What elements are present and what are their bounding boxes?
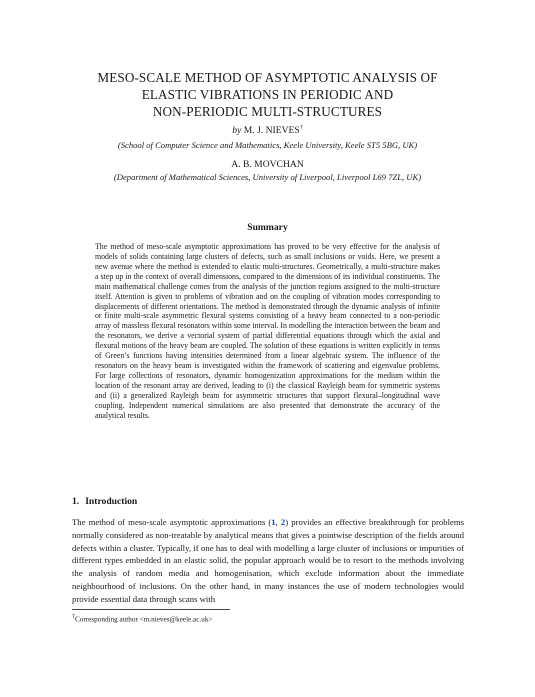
paper-title: [40, 69, 495, 120]
author-prefix: by: [232, 125, 242, 137]
author-mark: †: [299, 125, 303, 131]
footnote-mark: †: [72, 614, 75, 620]
abstract-text: The method of meso-scale asymptotic approximations has proved to be very effective for the analysis of models of solids containing large clusters of defects, such as small inclusions or voids. Here, we present a new avenue where the method is extended to elastic multi-structures. Geometrically, a multi-structure makes a step up in the context of overall dimensions, compared to the dimensions of its individual constituents. The main mathematical challenge comes from the analysis of the junction regions assigned to the multi-structure itself. Attention is given to problems of vibration and on the coupling of vibration modes corresponding to displacements of different orientations. The method is demonstrated through the dynamic analysis of infinite or finite multi-scale asymmetric flexural systems consisting of a heavy beam connected to a non-periodic array of massless flexural resonators within some interval. In modelling the interaction between the beam and the resonators, we derive a vectorial system of partial differential equations through which the axial and flexural motions of the heavy beam are coupled. The solution of these equations is written explicitly in terms of Green’s functions having intensities determined from a linear algebraic system. The influence of the resonators on the heavy beam is investigated within the framework of scattering and eigenvalue problems. For large collections of resonators, dynamic homogenization approximations for the medium within the location of the resonant array are derived, leading to (i) the classical Rayleigh beam for symmetric systems and (ii) a generalized Rayleigh beam for asymmetric structures that support flexural–longitudinal wave coupling. Independent numerical simulations are also presented that demonstrate the accuracy of the analytical results.: [95, 242, 440, 420]
title-line-1: MESO-SCALE METHOD OF ASYMPTOTIC ANALYSIS OF: [97, 70, 438, 85]
footnote: [72, 614, 212, 623]
footnote-text: Corresponding author <m.nieves@keele.ac.uk>: [75, 615, 213, 624]
author-1: [40, 125, 495, 136]
citation-separator: ,: [275, 517, 281, 527]
author-name: M. J. NIEVES: [243, 125, 300, 137]
section-title: Introduction: [85, 496, 138, 507]
affiliation-1: (School of Computer Science and Mathematics, Keele University, Keele ST5 5BG, UK): [117, 140, 418, 150]
section-heading: [72, 496, 143, 507]
section-number: 1.: [72, 496, 80, 507]
affiliation-2: (Department of Mathematical Sciences, University of Liverpool, Liverpool L69 7ZL, UK): [113, 172, 422, 182]
summary-heading: Summary: [247, 222, 288, 233]
citation-link-1[interactable]: 1: [271, 517, 276, 527]
title-line-3: NON-PERIODIC MULTI-STRUCTURES: [152, 104, 383, 119]
title-line-2: ELASTIC VIBRATIONS IN PERIODIC AND: [141, 87, 394, 102]
footnote-rule: [72, 609, 230, 610]
citation-link-2[interactable]: 2: [280, 517, 286, 527]
intro-text-rest: ) provides an effective breakthrough for problems normally considered as non-treatable by analytical means that gives a pointwise description of the fields around defects within a cluster. Typically, if one has to deal with modelling a large cluster of inclusions or impurities of different types embedded in an elastic solid, the popular approach would be to resort to the methods involving the analysis of random media and homogenisation, which exclude information about the immediate neighbourhood of inclusions. On the other hand, in many instances the use of modern technologies would provide essential data through scans with: [72, 517, 465, 604]
intro-paragraph: [72, 516, 464, 606]
author-name: A. B. MOVCHAN: [231, 159, 304, 170]
intro-text-start: The method of meso-scale asymptotic approximations (: [72, 517, 272, 527]
author-2: [40, 159, 495, 170]
